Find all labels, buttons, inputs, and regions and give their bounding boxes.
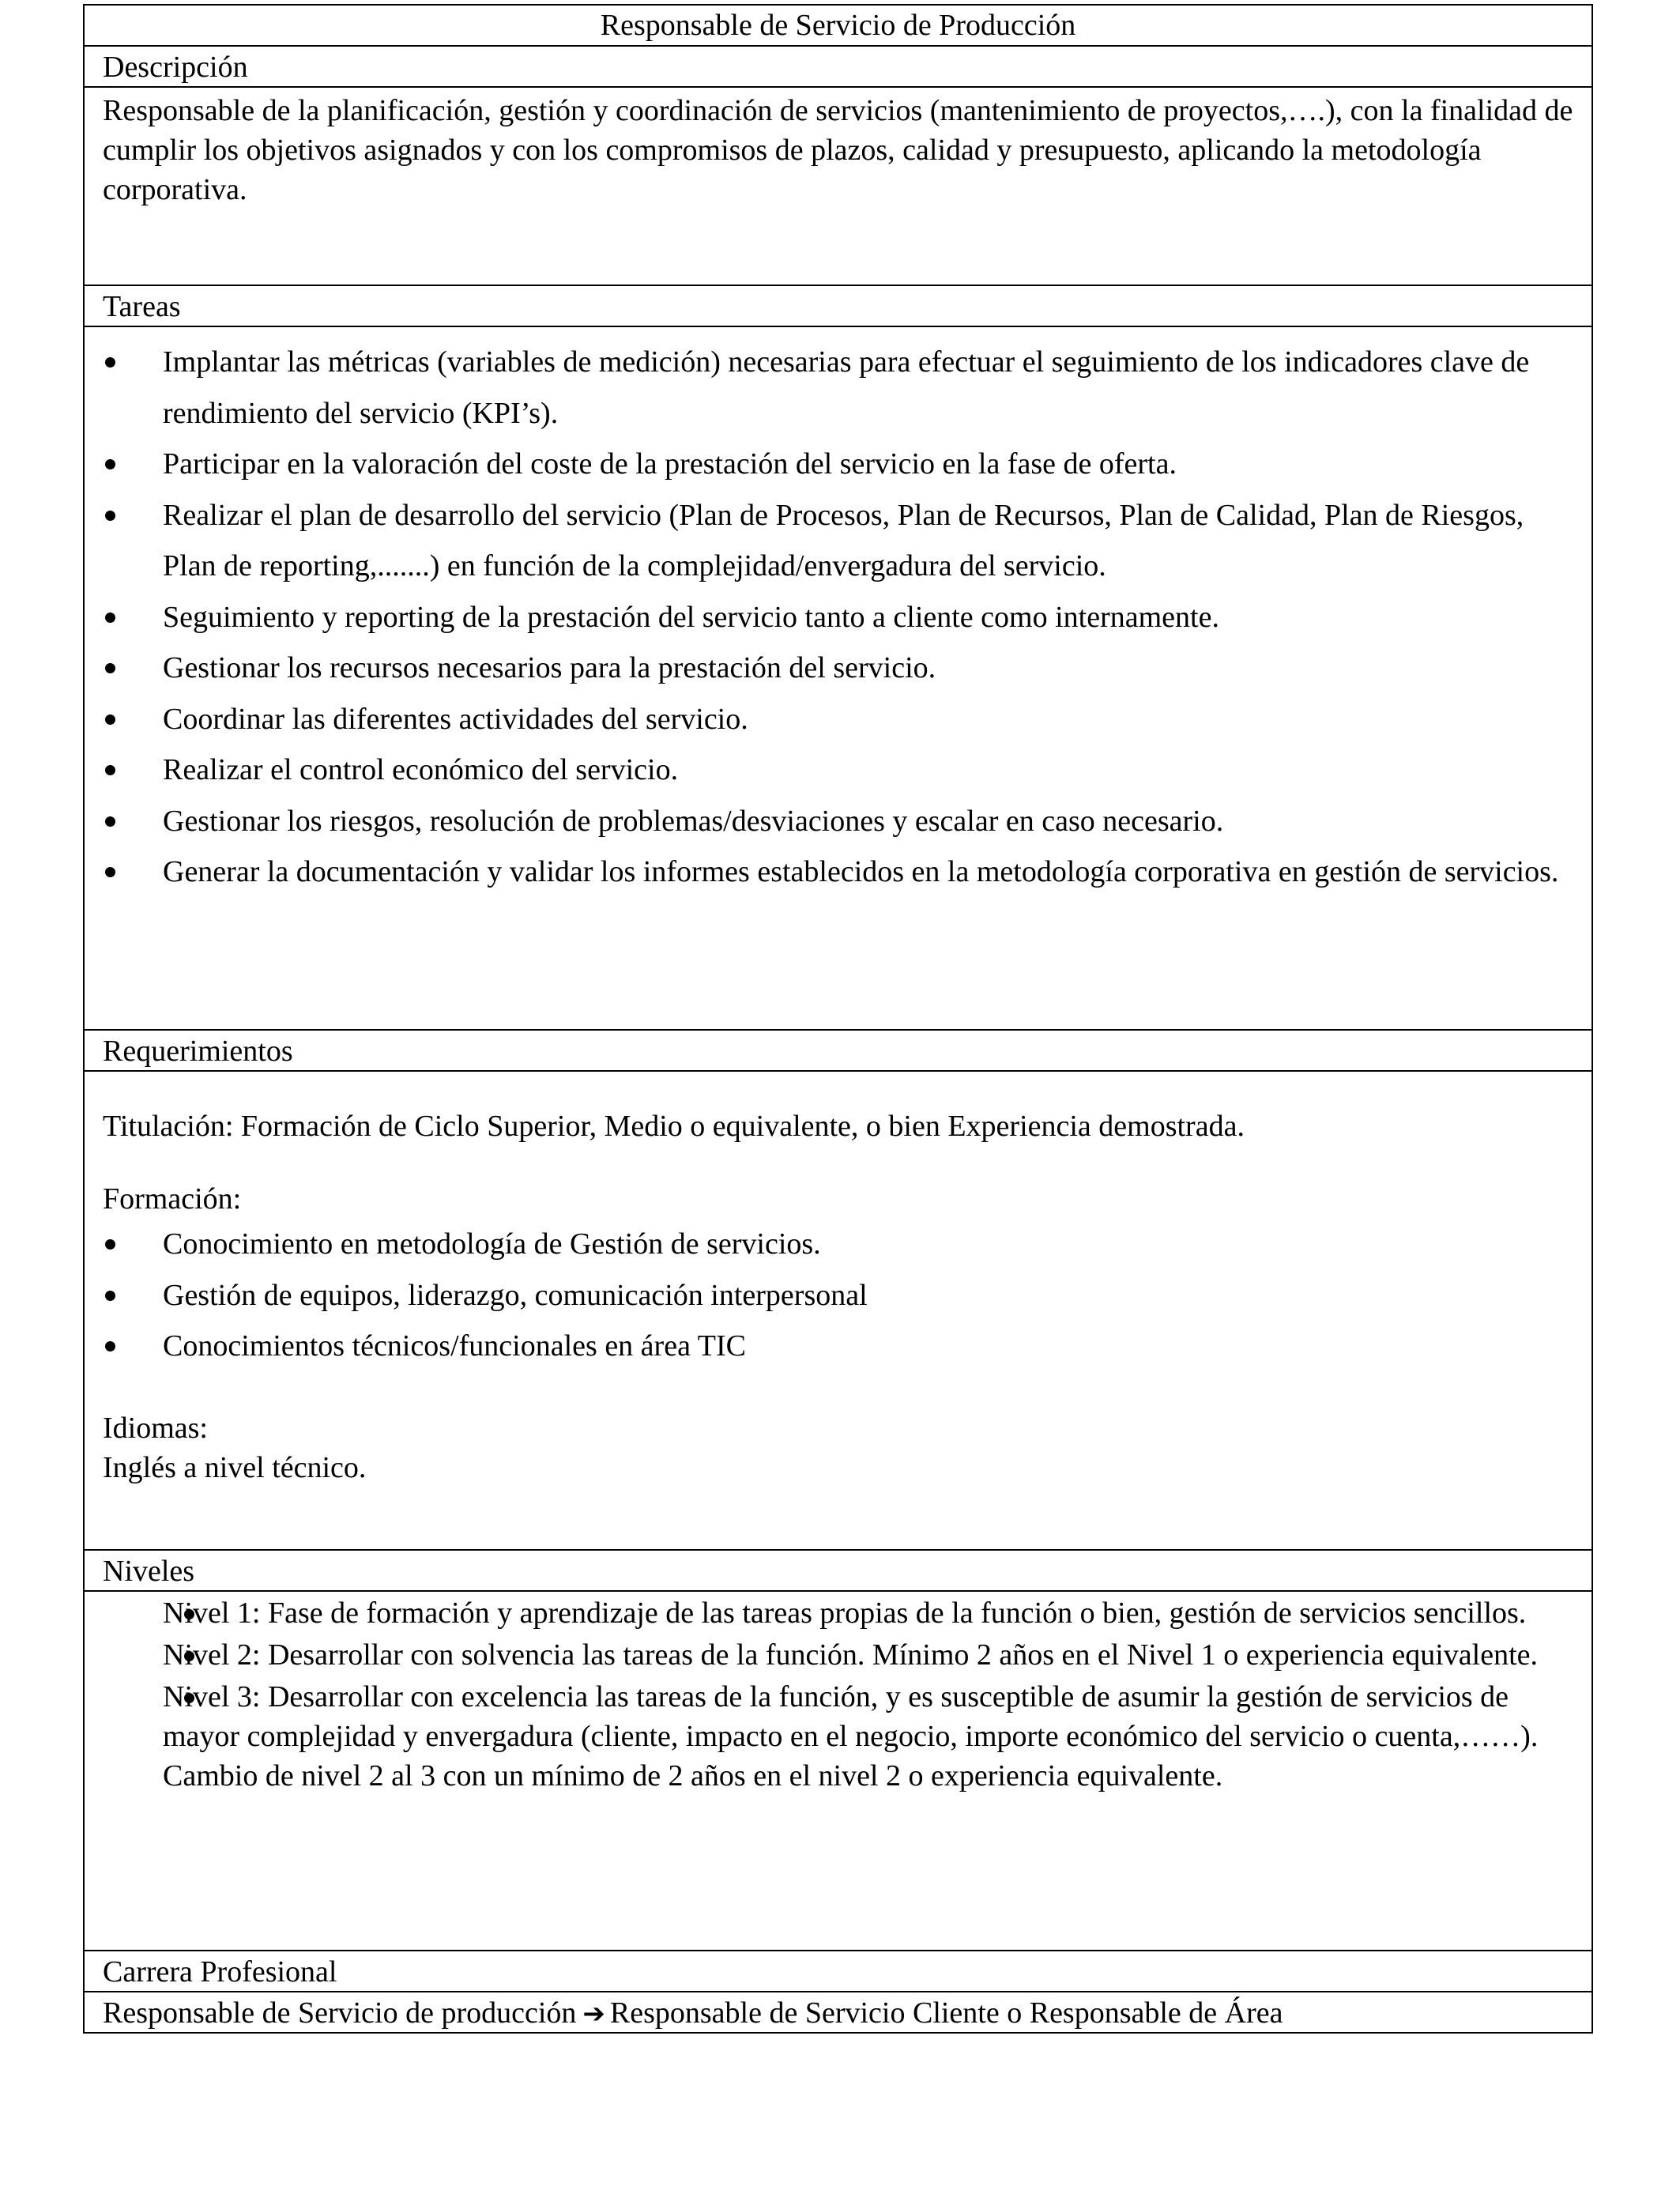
formacion-label: Formación: [103,1182,242,1216]
list-item [103,846,1573,898]
career-from: Responsable de Servicio de producción [103,1996,577,2030]
list-item-text: Implantar las métricas (variables de medición) necesarias para efectuar el seguimiento de los indicadores clave de rendimiento del servicio (KPI’s). [163,345,1530,430]
formacion-list [103,1219,1573,1372]
list-item [103,694,1573,745]
list-item [103,439,1573,490]
descripcion-text: Responsable de la planificación, gestión y coordinación de servicios (mantenimiento de proyectos,….), con la finalidad de cumplir los objetivos asignados y con los compromisos de plazos, calidad y presupuesto, aplicando la metodología corporativa. [85,88,1591,286]
list-item [103,592,1573,643]
list-item [103,1270,1573,1321]
list-item-text: Generar la documentación y validar los informes establecidos en la metodología corporativa en gestión de servicios. [163,855,1559,888]
list-item-text: Participar en la valoración del coste de la prestación del servicio en la fase de oferta. [163,447,1177,481]
section-header-niveles: Niveles [85,1551,1591,1592]
list-item-text: Nivel 3: Desarrollar con excelencia las tareas de la función, y es susceptible de asumir la gestión de servicios de mayor complejidad y envergadura (cliente, impacto en el negocio, importe económico del servicio o cuenta,……). Cambio de nivel 2 al 3 con un mínimo de 2 años en el nivel 2 o experiencia equivalente. [163,1680,1539,1793]
list-item-text: Conocimiento en metodología de Gestión de servicios. [163,1227,821,1261]
section-header-requerimientos: Requerimientos [85,1031,1591,1072]
list-item [103,643,1573,694]
list-item [103,337,1573,439]
carrera-path [85,1992,1591,2034]
section-header-descripcion: Descripción [85,47,1591,88]
list-item [103,745,1573,796]
list-item-text: Conocimientos técnicos/funcionales en área TIC [163,1329,746,1363]
section-header-tareas: Tareas [85,286,1591,327]
list-item-text: Gestionar los riesgos, resolución de problemas/desviaciones y escalar en caso necesario. [163,804,1224,838]
list-item-text: Coordinar las diferentes actividades del servicio. [163,702,748,736]
list-item [103,1321,1573,1372]
list-item [103,490,1573,592]
list-item-text: Realizar el plan de desarrollo del servicio (Plan de Procesos, Plan de Recursos, Plan de Calidad, Plan de Riesgos, Plan de reporting,.......) en función de la complejidad/envergadura del servicio. [163,498,1524,582]
section-header-carrera: Carrera Profesional [85,1951,1591,1992]
idiomas-label: Idiomas: [103,1411,208,1445]
list-item-text: Gestionar los recursos necesarios para la prestación del servicio. [163,651,936,684]
idiomas-text: Inglés a nivel técnico. [103,1450,367,1484]
list-item [103,1593,1573,1633]
job-profile-table [83,4,1593,2034]
titulacion-text: Titulación: Formación de Ciclo Superior, Medio o equivalente, o bien Experiencia demostrada. [103,1110,1245,1143]
requerimientos-section [85,1072,1591,1551]
page-title: Responsable de Servicio de Producción [85,6,1591,47]
list-item [103,1677,1573,1796]
list-item [103,1635,1573,1675]
list-item-text: Nivel 1: Fase de formación y aprendizaje de las tareas propias de la función o bien, gestión de servicios sencillos. [163,1596,1527,1630]
tareas-list [103,337,1573,898]
list-item-text: Gestión de equipos, liderazgo, comunicación interpersonal [163,1278,868,1312]
arrow-right-icon: ➔ [582,1998,605,2030]
list-item-text: Seguimiento y reporting de la prestación del servicio tanto a cliente como internamente. [163,600,1219,634]
tareas-section [85,327,1591,1031]
niveles-section [85,1592,1591,1951]
list-item-text: Nivel 2: Desarrollar con solvencia las tareas de la función. Mínimo 2 años en el Nivel 1 o experiencia equivalente. [163,1638,1539,1672]
list-item [103,796,1573,847]
career-to: Responsable de Servicio Cliente o Responsable de Área [609,1996,1283,2030]
list-item [103,1219,1573,1270]
list-item-text: Realizar el control económico del servicio. [163,753,679,786]
niveles-list [103,1593,1573,1796]
